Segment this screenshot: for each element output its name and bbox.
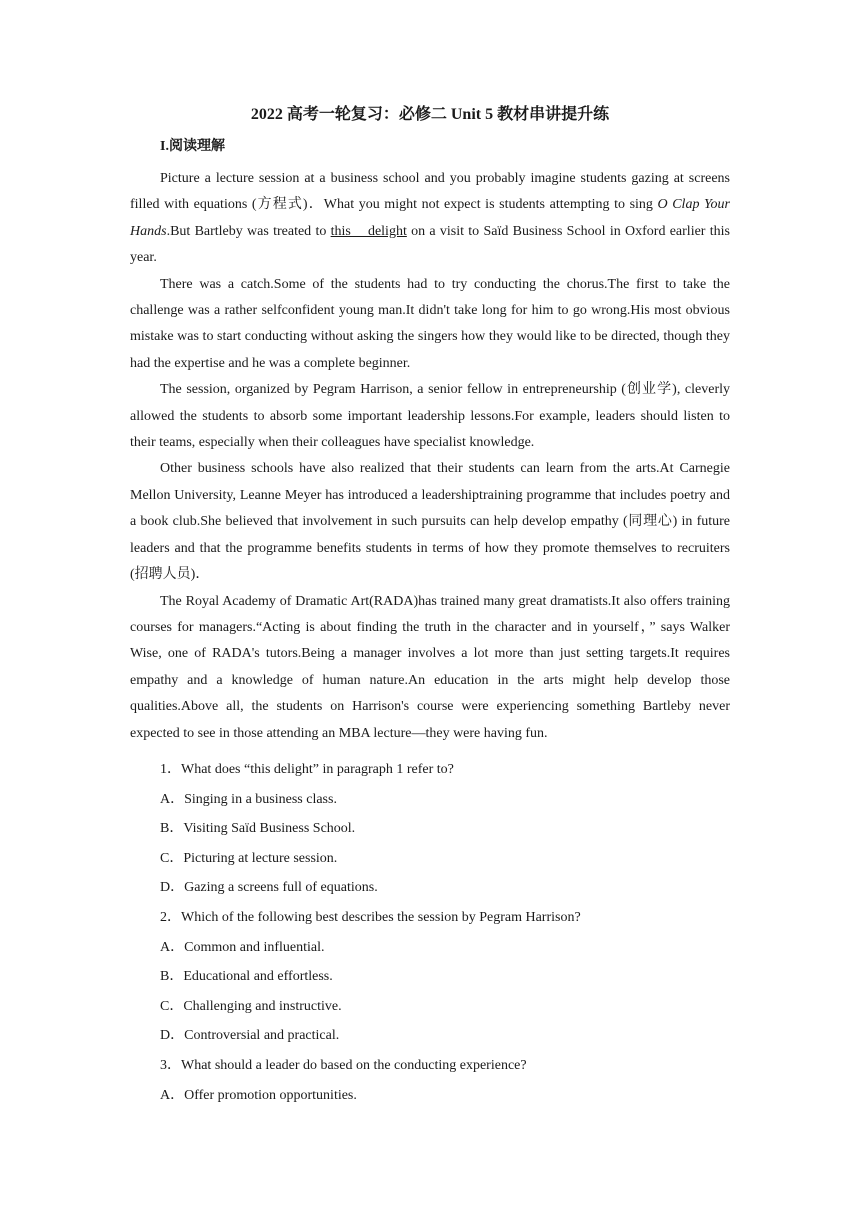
paragraph-3: The session, organized by Pegram Harrison, a senior fellow in entrepreneurship (创业学), cleverly allowed the students to absorb some important leadership lessons.For example, leaders should listen to their teams, especially when their colleagues have specialist knowledge.: [130, 382, 730, 451]
paragraph-5: The Royal Academy of Dramatic Art(RADA)has trained many great dramatists.It also offers training courses for managers.“Acting is about finding the truth in the character and in yourself，” says Walker Wise, one of RADA's tutors.Being a manager involves a lot more than just setting targets.It requires empathy and a knowledge of human nature.An education in the arts might help develop those qualities.Above all, the students on Harrison's course were experiencing something Bartleby never expected to see in those attending an MBA lecture—they were having fun.: [130, 593, 730, 741]
paragraph-2: There was a catch.Some of the students had to try conducting the chorus.The first to take the challenge was a rather selfconfident young man.It didn't take long for him to go wrong.His most obvious mistake was to start conducting without asking the singers how they would like to be directed, though they had the expertise and he was a complete beginner.: [130, 276, 730, 371]
question-1-option-b: B．Visiting Saïd Business School.: [160, 821, 356, 837]
section-heading: I.阅读理解: [160, 139, 225, 154]
underlined-phrase: this delight: [330, 223, 407, 239]
question-1-option-d: D．Gazing a screens full of equations.: [160, 880, 378, 896]
question-1-option-a: A．Singing in a business class.: [160, 791, 337, 807]
question-list: [160, 759, 740, 1114]
question-3-stem: 3．What should a leader do based on the conducting experience?: [160, 1057, 527, 1073]
question-1-option-c: C．Picturing at lecture session.: [160, 850, 338, 866]
question-2-option-b: B．Educational and effortless.: [160, 969, 333, 985]
paragraph-1-text-b: .But Bartleby was treated to: [166, 223, 331, 239]
song-title: O Clap Your Hands: [130, 197, 730, 239]
paragraph-4: Other business schools have also realized that their students can learn from the arts.At Carnegie Mellon University, Leanne Meyer has introduced a leadershiptraining programme that includes poetry and a book club.She believed that involvement in such pursuits can help develop empathy (同理心) in future leaders and that the programme benefits students in terms of how they promote themselves to recruiters (招聘人员)．: [130, 461, 730, 583]
page-title: 2022 高考一轮复习：必修二 Unit 5 教材串讲提升练: [250, 106, 610, 123]
question-2-option-d: D．Controversial and practical.: [160, 1028, 340, 1044]
question-1-stem: 1．What does “this delight” in paragraph 1 refer to?: [160, 762, 454, 777]
question-2-option-a: A．Common and influential.: [160, 939, 325, 955]
question-3-option-a: A．Offer promotion opportunities.: [160, 1087, 357, 1103]
reading-passage: [130, 166, 730, 747]
question-2-option-c: C．Challenging and instructive.: [160, 998, 342, 1014]
paragraph-1-text-c: on a visit to Saïd Business School in Oxford earlier this year.: [130, 223, 730, 266]
paragraph-1-text-a: Picture a lecture session at a business school and you probably imagine students gazing at screens filled with equations (方程式)．What you might not expect is students attempting to sing: [130, 171, 730, 213]
paragraph-1: [130, 166, 730, 272]
question-2-stem: 2．Which of the following best describes the session by Pegram Harrison?: [160, 909, 581, 925]
